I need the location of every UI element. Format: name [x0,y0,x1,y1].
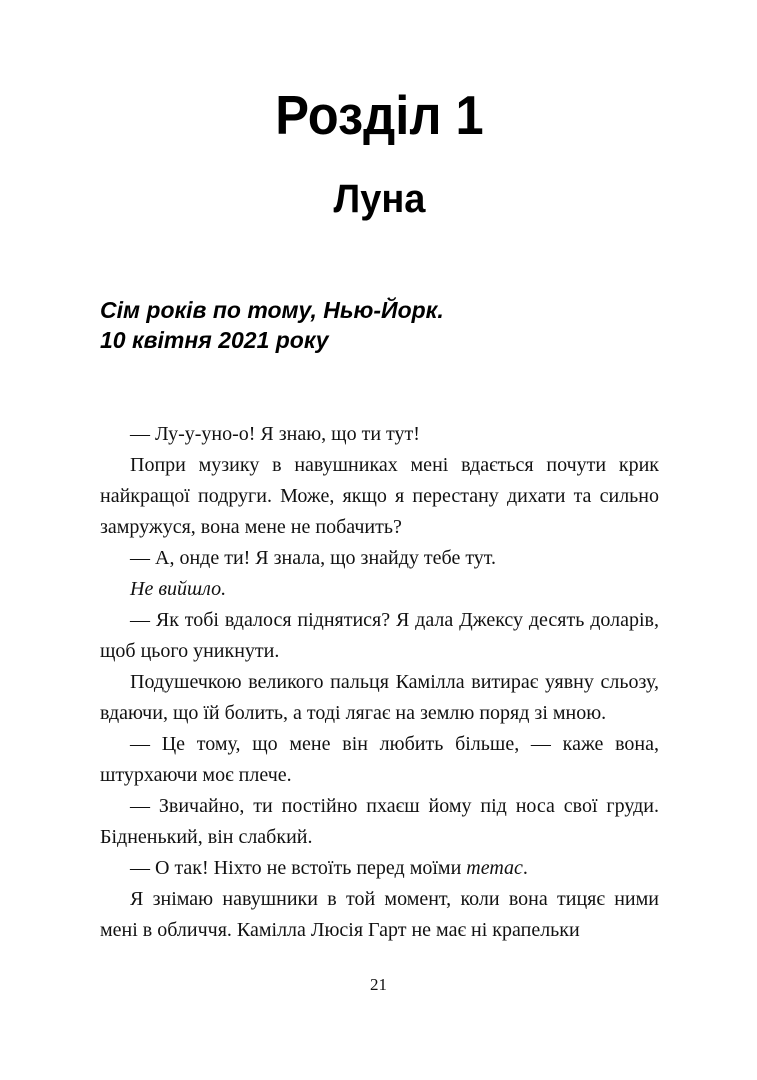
text: — А, онде ти! Я знала, що знайду тебе тут. [130,547,497,569]
text: Я знімаю навушники в той момент, коли вона тицяє ними мені в обличчя. Камілла Люсія Гарт не має ні крапельки [100,888,659,941]
paragraph [100,419,659,450]
chapter-title: Луна [333,177,426,221]
page-number: 21 [370,975,387,994]
paragraph [100,543,659,574]
text: . [522,857,528,879]
paragraph [100,853,659,884]
paragraph [100,450,659,543]
paragraph [100,791,659,853]
italic-text: Не вийшло. [130,578,227,600]
text: — Звичайно, ти постійно пхаєш йому під носа свої груди. Бідненький, він слабкий. [100,795,659,848]
dateline [100,295,659,355]
text: Подушечкою великого пальця Камілла витирає уявну сльозу, вдаючи, що їй болить, а тоді лягає на землю поряд зі мною. [100,671,659,724]
paragraph [100,884,659,946]
italic-text: тетас [466,857,523,879]
dateline-line-1: Сім років по тому, Нью-Йорк. [100,297,444,323]
text: Попри музику в навушниках мені вдається почути крик найкращої подруги. Може, якщо я перестану дихати та сильно замружуся, вона мене не побачить? [100,454,659,538]
body-text [100,419,659,946]
text: — Лу-у-уно-о! Я знаю, що ти тут! [130,423,420,445]
dateline-line-2: 10 квітня 2021 року [100,327,329,353]
text: — О так! Ніхто не встоїть перед моїми [130,857,467,879]
paragraph [100,729,659,791]
paragraph [100,574,659,605]
paragraph [100,667,659,729]
chapter-label: Розділ 1 [275,84,484,146]
text: — Як тобі вдалося піднятися? Я дала Джексу десять доларів, щоб цього уникнути. [100,609,659,662]
text: — Це тому, що мене він любить більше, — каже вона, штурхаючи моє плече. [100,733,659,786]
paragraph [100,605,659,667]
